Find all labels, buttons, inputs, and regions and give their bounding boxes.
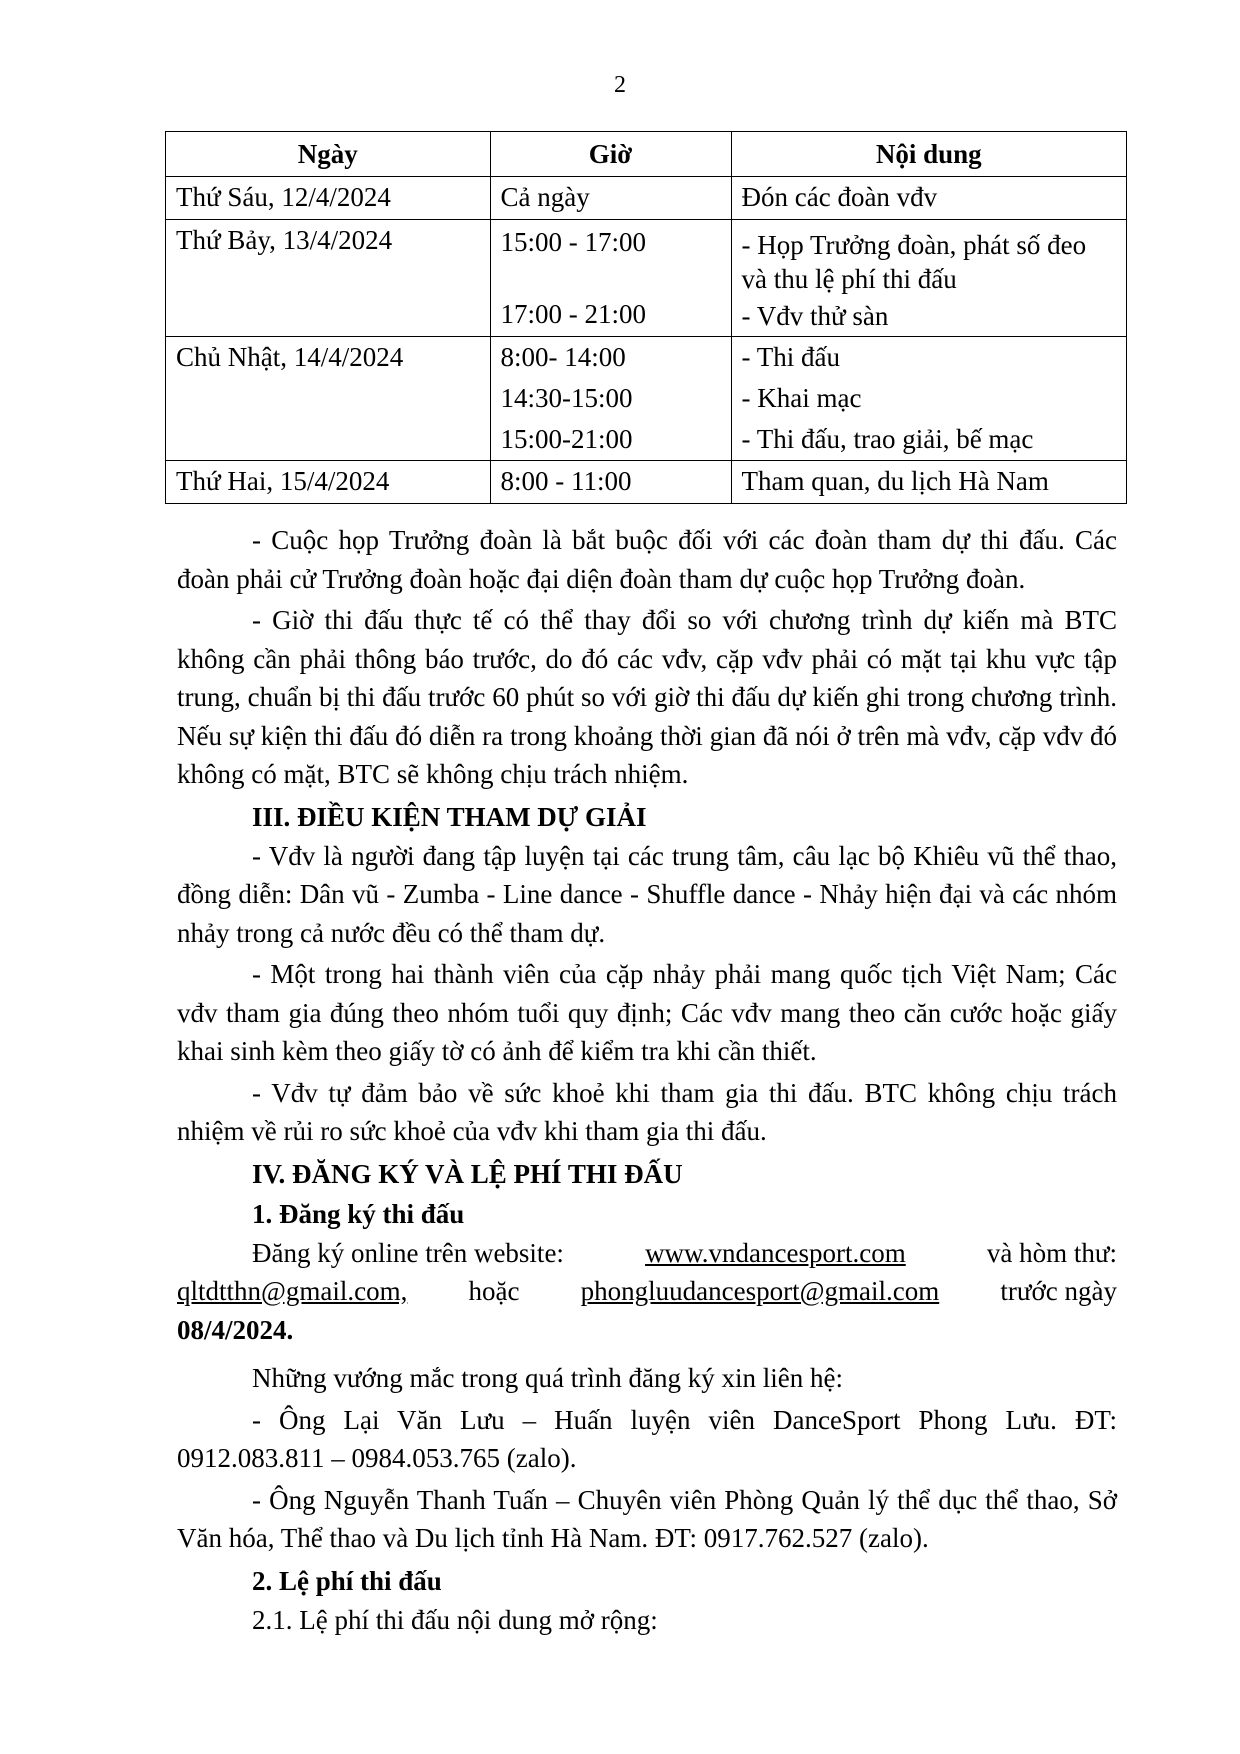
content-text: - Khai mạc [741,383,862,413]
note-paragraph: - Giờ thi đấu thực tế có thể thay đổi so với chương trình dự kiến mà BTC không cần phải thông báo trước, do đó các vđv, cặp vđv phải có mặt tại khu vực tập trung, chuẩn bị thi đấu trước 60 phút so với giờ thi đấu dự kiến ghi trong chương trình. Nếu sự kiện thi đấu đó diễn ra trong khoảng thời gian đã nói ở trên mà vđv, cặp vđv đó không có mặt, BTC sẽ không chịu trách nhiệm. [177,605,1117,789]
time-text: 14:30-15:00 [500,383,633,413]
subsection-heading: 1. Đăng ký thi đấu [252,1198,465,1229]
document-body [177,521,1117,1642]
day-cell [166,177,491,220]
table-row [166,337,1127,461]
time-text: 8:00 - 11:00 [500,466,632,496]
schedule-table [165,131,1127,504]
registration-text: trước ngày [1000,1276,1117,1306]
day-text: Thứ Bảy, 13/4/2024 [176,225,393,255]
registration-text: hoặc [468,1276,520,1306]
day-cell [166,220,491,337]
header-time: Giờ [490,132,731,177]
website-link[interactable]: www.vndancesport.com [645,1237,906,1268]
registration-line [177,1272,1117,1311]
content-cell [731,220,1127,337]
time-text: 15:00-21:00 [500,424,633,454]
email-link[interactable]: phongluudancesport@gmail.com [580,1276,940,1306]
time-text: 8:00- 14:00 [500,342,626,372]
condition-paragraph: - Vđv là người đang tập luyện tại các trung tâm, câu lạc bộ Khiêu vũ thể thao, đồng diễn: Dân vũ - Zumba - Line dance - Shuffle dance - Nhảy hiện đại và các nhóm nhảy trong cả nước đều có thể tham dự. [177,840,1117,948]
table-row [166,177,1127,220]
day-text: Thứ Hai, 15/4/2024 [176,466,390,496]
content-text: - Thi đấu [741,342,840,372]
time-text: Cả ngày [500,182,590,212]
registration-paragraph [177,1234,1117,1350]
registration-line [177,1234,1117,1273]
content-text: Tham quan, du lịch Hà Nam [741,466,1049,496]
page-number: 2 [614,72,626,98]
table-header-row [166,132,1127,177]
content-text: và thu lệ phí thi đấu [741,264,957,294]
table-row [166,461,1127,504]
day-text: Thứ Sáu, 12/4/2024 [176,182,391,212]
time-text: 15:00 - 17:00 [500,227,647,257]
table-row [166,220,1127,337]
time-cell [490,177,731,220]
content-cell [731,177,1127,220]
content-text: - Thi đấu, trao giải, bế mạc [741,424,1034,454]
time-cell [490,220,731,337]
section-heading: IV. ĐĂNG KÝ VÀ LỆ PHÍ THI ĐẤU [252,1158,683,1189]
registration-text: Đăng ký online trên website: [252,1237,564,1268]
day-cell [166,337,491,461]
content-cell [731,337,1127,461]
note-paragraph: - Cuộc họp Trưởng đoàn là bắt buộc đối với các đoàn tham dự thi đấu. Các đoàn phải cử Trưởng đoàn hoặc đại diện đoàn tham dự cuộc họp Trưởng đoàn. [177,525,1117,594]
fee-paragraph: 2.1. Lệ phí thi đấu nội dung mở rộng: [252,1604,658,1635]
time-cell [490,461,731,504]
header-content: Nội dung [731,132,1127,177]
content-text: Đón các đoàn vđv [741,182,938,212]
section-heading: III. ĐIỀU KIỆN THAM DỰ GIẢI [252,801,647,832]
header-day: Ngày [166,132,491,177]
condition-paragraph: - Một trong hai thành viên của cặp nhảy phải mang quốc tịch Việt Nam; Các vđv tham gia đúng theo nhóm tuổi quy định; Các vđv mang theo căn cước hoặc giấy khai sinh kèm theo giấy tờ có ảnh để kiểm tra khi cần thiết. [177,959,1117,1066]
day-text: Chủ Nhật, 14/4/2024 [176,342,404,372]
day-cell [166,461,491,504]
time-cell [490,337,731,461]
contact-paragraph: - Ông Nguyễn Thanh Tuấn – Chuyên viên Phòng Quản lý thể dục thể thao, Sở Văn hóa, Thể thao và Du lịch tỉnh Hà Nam. ĐT: 0917.762.527 (zalo). [177,1484,1117,1553]
time-text: 17:00 - 21:00 [500,299,647,329]
content-text: - Họp Trưởng đoàn, phát số đeo [741,230,1087,260]
contact-paragraph: - Ông Lại Văn Lưu – Huấn luyện viên DanceSport Phong Lưu. ĐT: 0912.083.811 – 0984.053.765 (zalo). [177,1404,1117,1473]
content-text: - Vđv thử sàn [741,301,889,331]
subsection-heading: 2. Lệ phí thi đấu [252,1565,442,1596]
email-link[interactable]: qltdtthn@gmail.com, [177,1276,408,1306]
contact-intro: Những vướng mắc trong quá trình đăng ký xin liên hệ: [252,1363,843,1393]
registration-text: và hòm thư: [986,1237,1117,1268]
registration-deadline: 08/4/2024. [177,1314,294,1345]
condition-paragraph: - Vđv tự đảm bảo về sức khoẻ khi tham gia thi đấu. BTC không chịu trách nhiệm về rủi ro sức khoẻ của vđv khi tham gia thi đấu. [177,1077,1117,1146]
content-cell [731,461,1127,504]
